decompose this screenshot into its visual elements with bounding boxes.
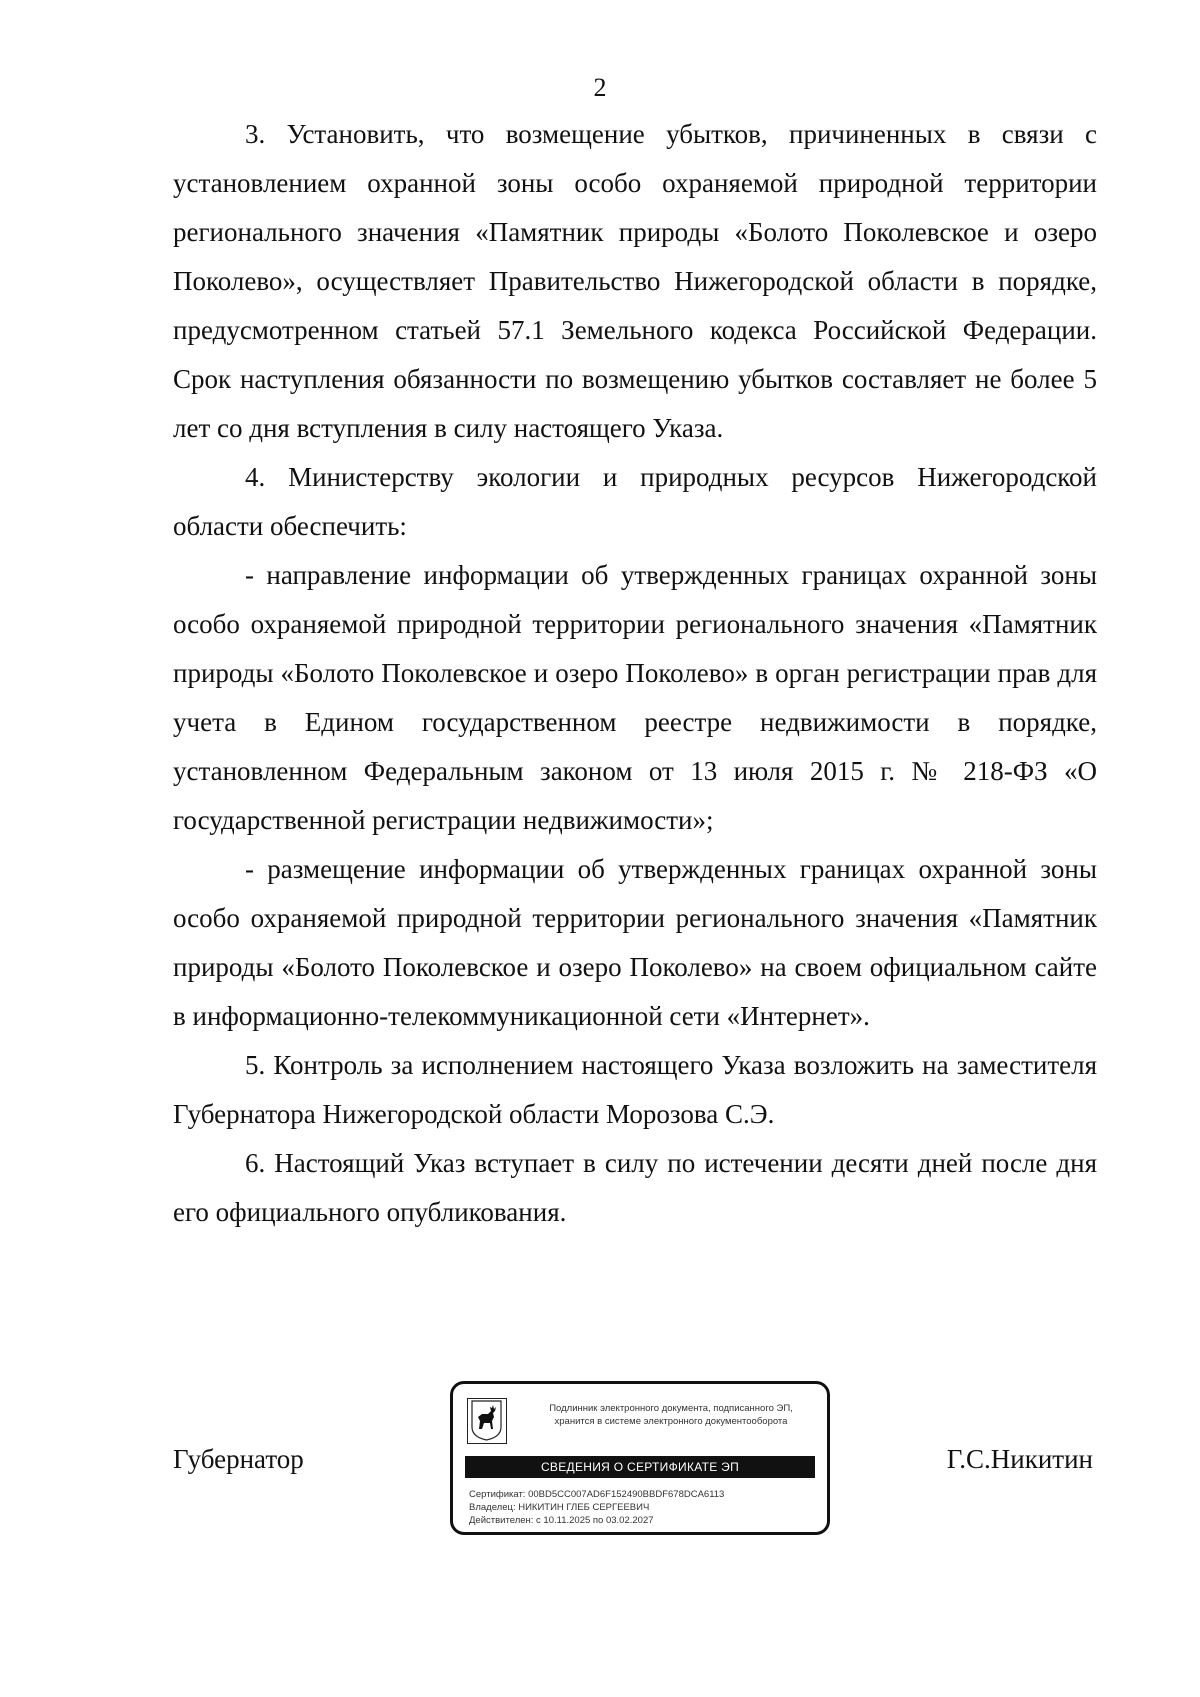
certificate-details (469, 1488, 724, 1527)
paragraph-3: 3. Установить, что возмещение убытков, причиненных в связи с установлением охранной зоны особо охраняемой природной территории регионального значения «Памятник природы «Болото Поколевское и озеро Поколево», осуществляет Правительство Нижегородской области в порядке, предусмотренном статьей 57.1 Земельного кодекса Российской Федерации. Срок наступления обязанности по возмещению убытков составляет не более 5 лет со дня вступления в силу настоящего Указа. (173, 119, 1097, 443)
stamp-notice (515, 1402, 827, 1428)
paragraph-6: 6. Настоящий Указ вступает в силу по истечении десяти дней после дня его официального опубликования. (173, 1148, 1097, 1227)
certificate-validity: Действителен: с 10.11.2025 по 03.02.2027 (469, 1515, 654, 1526)
page-number: 2 (593, 73, 607, 102)
certificate-number: Сертификат: 00BD5CC007AD6F152490BBDF678DCA6113 (469, 1489, 725, 1500)
paragraph-4-item-2: - размещение информации об утвержденных границах охранной зоны особо охраняемой природной территории регионального значения «Памятник природы «Болото Поколевское и озеро Поколево» на своем официальном сайте в информационно-телекоммуникационной сети «Интернет». (173, 854, 1097, 1031)
electronic-signature-stamp (450, 1381, 830, 1535)
nizhny-novgorod-deer-emblem-icon (467, 1398, 507, 1444)
stamp-notice-line-1: Подлинник электронного документа, подписанного ЭП, (549, 1403, 793, 1414)
paragraph-4-item-1: - направление информации об утвержденных границах охранной зоны особо охраняемой природной территории регионального значения «Памятник природы «Болото Поколевское и озеро Поколево» в орган регистрации прав для учета в Едином государственном реестре недвижимости в порядке, установленном Федеральным законом от 13 июля 2015 г. № 218-ФЗ «О государственной регистрации недвижимости»; (173, 560, 1097, 835)
stamp-notice-line-2: хранится в системе электронного документооборота (554, 1416, 788, 1427)
signatory-name: Г.С.Никитин (946, 1444, 1093, 1474)
paragraph-4: 4. Министерству экологии и природных ресурсов Нижегородской области обеспечить: (173, 462, 1097, 541)
document-body (173, 110, 1097, 1237)
paragraph-5: 5. Контроль за исполнением настоящего Указа возложить на заместителя Губернатора Нижегородской области Морозова С.Э. (173, 1050, 1097, 1129)
certificate-owner: Владелец: НИКИТИН ГЛЕБ СЕРГЕЕВИЧ (469, 1502, 650, 1513)
stamp-header: СВЕДЕНИЯ О СЕРТИФИКАТЕ ЭП (465, 1456, 815, 1478)
signatory-title: Губернатор (173, 1444, 304, 1474)
